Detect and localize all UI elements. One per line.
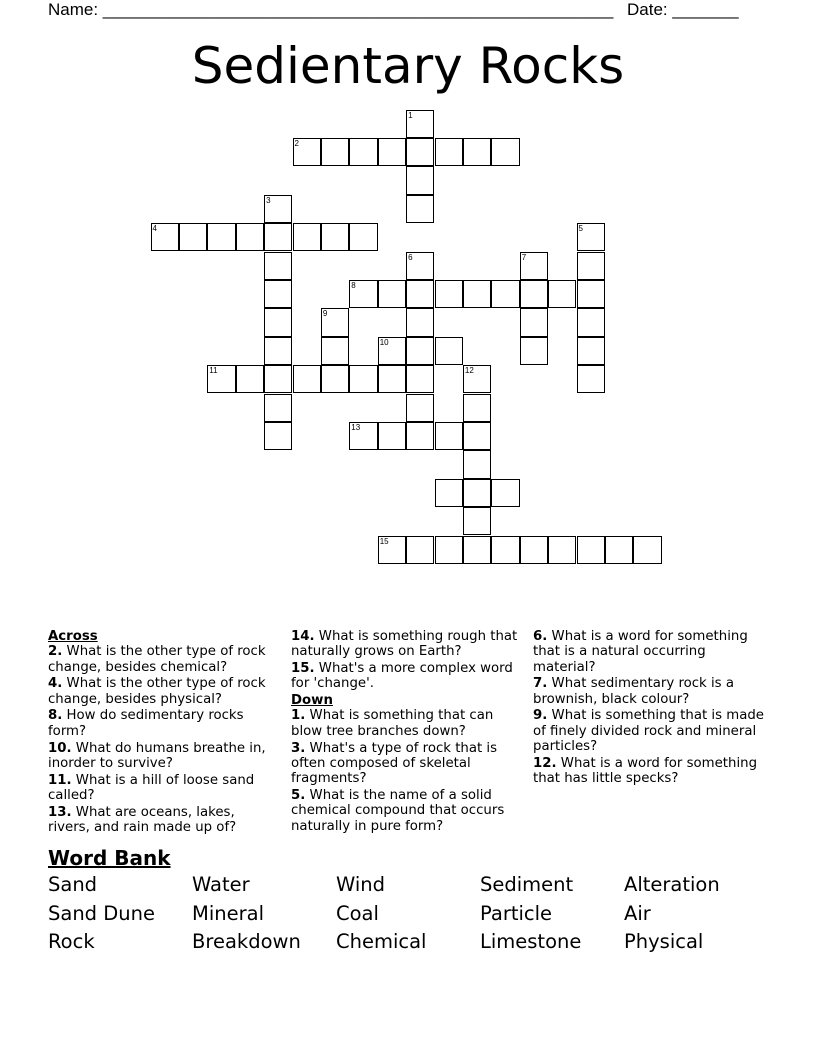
grid-cell[interactable] [605, 536, 633, 564]
grid-cell[interactable] [236, 223, 264, 251]
grid-cell[interactable] [435, 138, 463, 166]
grid-cell[interactable] [293, 223, 321, 251]
grid-cell[interactable] [491, 479, 519, 507]
clue-text: What's a more complex word for 'change'. [291, 661, 513, 692]
clue-text: How do sedimentary rocks form? [48, 708, 244, 739]
clue-number: 2. [48, 644, 63, 660]
clue-down-5 [291, 788, 523, 834]
grid-cell[interactable] [520, 308, 548, 336]
word-bank-item: Sediment [480, 873, 574, 896]
grid-cell[interactable] [406, 252, 434, 280]
grid-cell[interactable] [264, 308, 292, 336]
grid-cell[interactable] [378, 422, 406, 450]
grid-cell[interactable] [406, 138, 434, 166]
clue-number: 8. [48, 708, 63, 724]
clue-number: 1. [291, 708, 306, 724]
clue-across-8 [48, 708, 280, 739]
grid-cell[interactable] [463, 450, 491, 478]
grid-cell[interactable] [577, 223, 605, 251]
grid-cell[interactable] [264, 394, 292, 422]
across-heading: Across [48, 629, 98, 644]
grid-cell[interactable] [577, 280, 605, 308]
grid-cell[interactable] [349, 422, 377, 450]
cell-number: 9 [322, 309, 328, 319]
clues-column-3 [533, 629, 769, 788]
grid-cell[interactable] [321, 223, 349, 251]
clue-number: 10. [48, 740, 72, 756]
cell-number: 11 [209, 366, 218, 376]
word-bank-item: Chemical [336, 930, 427, 953]
clue-text: What's a type of rock that is often composed of skeletal fragments? [291, 740, 498, 787]
word-bank-item: Coal [336, 901, 379, 925]
clue-number: 7. [533, 676, 548, 692]
cell-number: 15 [379, 536, 389, 546]
word-bank-title: Word Bank [48, 846, 171, 870]
clue-across-13 [48, 805, 280, 836]
grid-cell[interactable] [293, 138, 321, 166]
word-bank-item: Alteration [624, 873, 720, 896]
page-title: Sedientary Rocks [191, 37, 625, 95]
grid-cell[interactable] [406, 308, 434, 336]
clues-column-1 [48, 629, 280, 837]
grid-cell[interactable] [406, 365, 434, 393]
grid-cell[interactable] [264, 223, 292, 251]
grid-cell[interactable] [349, 280, 377, 308]
grid-cell[interactable] [207, 223, 235, 251]
grid-cell[interactable] [378, 536, 406, 564]
cell-number: 2 [294, 138, 299, 148]
grid-cell[interactable] [207, 365, 235, 393]
clue-across-14 [291, 629, 523, 660]
grid-cell[interactable] [321, 308, 349, 336]
clue-text: What is something that can blow tree branches down? [291, 708, 494, 739]
grid-cell[interactable] [435, 280, 463, 308]
grid-cell[interactable] [463, 138, 491, 166]
grid-cell[interactable] [151, 223, 179, 251]
clue-down-7 [533, 676, 769, 707]
grid-cell[interactable] [548, 536, 576, 564]
grid-cell[interactable] [293, 365, 321, 393]
clue-number: 12. [533, 755, 557, 771]
word-bank-item: Rock [48, 930, 95, 953]
grid-cell[interactable] [236, 365, 264, 393]
clue-down-12 [533, 756, 769, 787]
grid-cell[interactable] [349, 223, 377, 251]
clue-text: What is the other type of rock change, besides chemical? [48, 644, 266, 675]
clue-across-11 [48, 773, 280, 804]
clue-number: 6. [533, 629, 548, 644]
grid-cell[interactable] [264, 280, 292, 308]
word-bank-item: Limestone [480, 930, 582, 953]
date-line[interactable]: Date: _______ [627, 0, 739, 19]
grid-cell[interactable] [463, 479, 491, 507]
grid-cell[interactable] [406, 394, 434, 422]
grid-cell[interactable] [406, 280, 434, 308]
clue-number: 14. [291, 629, 315, 644]
word-bank-item: Sand [48, 873, 98, 896]
clues-column-2 [291, 629, 523, 835]
clue-number: 13. [48, 804, 72, 820]
cell-number: 10 [379, 337, 389, 347]
cell-number: 7 [521, 252, 527, 262]
grid-cell[interactable] [520, 280, 548, 308]
grid-cell[interactable] [406, 422, 434, 450]
grid-cell[interactable] [463, 507, 491, 535]
name-line[interactable]: Name: ______________________________________________________ [48, 0, 614, 19]
grid-cell[interactable] [548, 280, 576, 308]
cell-number: 13 [351, 422, 361, 432]
grid-cell[interactable] [491, 138, 519, 166]
cell-number: 8 [351, 280, 356, 290]
clue-text: What is something rough that naturally grows on Earth? [291, 629, 518, 660]
grid-cell[interactable] [378, 138, 406, 166]
clue-text: What is a hill of loose sand called? [48, 772, 255, 803]
grid-cell[interactable] [633, 536, 661, 564]
word-bank [48, 874, 788, 954]
word-bank-item: Breakdown [192, 930, 301, 953]
grid-cell[interactable] [463, 536, 491, 564]
clue-text: What is the name of a solid chemical compound that occurs naturally in pure form? [291, 787, 505, 834]
down-heading: Down [291, 693, 333, 709]
word-bank-item: Physical [624, 930, 704, 953]
grid-cell[interactable] [491, 280, 519, 308]
clue-number: 11. [48, 772, 72, 788]
grid-cell[interactable] [435, 479, 463, 507]
cell-number: 5 [578, 224, 583, 234]
grid-cell[interactable] [321, 365, 349, 393]
word-bank-item: Air [624, 901, 651, 925]
grid-cell[interactable] [435, 536, 463, 564]
grid-cell[interactable] [264, 422, 292, 450]
grid-cell[interactable] [520, 252, 548, 280]
grid-cell[interactable] [463, 394, 491, 422]
clue-text: What are oceans, lakes, rivers, and rain made up of? [48, 804, 237, 836]
grid-cell[interactable] [577, 536, 605, 564]
clue-number: 4. [48, 676, 63, 692]
grid-cell[interactable] [349, 138, 377, 166]
clue-text: What is the other type of rock change, besides physical? [48, 676, 266, 707]
clue-down-6 [533, 629, 769, 675]
word-bank-item: Sand Dune [48, 901, 155, 925]
grid-cell[interactable] [321, 138, 349, 166]
clue-down-9 [533, 708, 769, 754]
grid-cell[interactable] [179, 223, 207, 251]
grid-cell[interactable] [406, 337, 434, 365]
clue-across-10 [48, 741, 280, 772]
word-bank-item: Water [192, 873, 250, 896]
clue-text: What do humans breathe in, inorder to survive? [48, 740, 266, 771]
clue-across-2 [48, 644, 280, 675]
grid-cell[interactable] [577, 308, 605, 336]
word-bank-item: Wind [336, 873, 386, 896]
clue-number: 9. [533, 708, 548, 724]
clue-text: What is something that is made of finely divided rock and mineral particles? [533, 708, 764, 755]
grid-cell[interactable] [577, 252, 605, 280]
grid-cell[interactable] [264, 252, 292, 280]
clue-across-4 [48, 676, 280, 707]
grid-cell[interactable] [463, 422, 491, 450]
grid-cell[interactable] [378, 365, 406, 393]
grid-cell[interactable] [349, 365, 377, 393]
clue-text: What is a word for something that is a natural occurring material? [533, 629, 748, 675]
clue-text: What sedimentary rock is a brownish, black colour? [533, 676, 734, 707]
grid-cell[interactable] [577, 365, 605, 393]
cell-number: 12 [464, 366, 474, 376]
grid-cell[interactable] [378, 280, 406, 308]
grid-cell[interactable] [406, 110, 434, 138]
grid-cell[interactable] [406, 195, 434, 223]
grid-cell[interactable] [435, 337, 463, 365]
grid-cell[interactable] [264, 195, 292, 223]
grid-cell[interactable] [406, 536, 434, 564]
grid-cell[interactable] [264, 337, 292, 365]
clue-number: 3. [291, 740, 306, 756]
grid-cell[interactable] [463, 280, 491, 308]
clue-down-1 [291, 708, 523, 739]
word-bank-item: Mineral [192, 901, 264, 925]
word-bank-item: Particle [480, 901, 553, 925]
grid-cell[interactable] [321, 337, 349, 365]
grid-cell[interactable] [463, 365, 491, 393]
clue-number: 15. [291, 661, 315, 677]
grid-cell[interactable] [435, 422, 463, 450]
cell-number: 1 [408, 110, 413, 120]
cell-number: 3 [266, 195, 271, 205]
clue-text: What is a word for something that has little specks? [533, 755, 758, 787]
grid-cell[interactable] [491, 536, 519, 564]
grid-cell[interactable] [520, 536, 548, 564]
clue-across-15 [291, 661, 523, 692]
grid-cell[interactable] [264, 365, 292, 393]
grid-cell[interactable] [577, 337, 605, 365]
grid-cell[interactable] [378, 337, 406, 365]
cell-number: 6 [408, 252, 413, 262]
grid-cell[interactable] [520, 337, 548, 365]
clue-down-3 [291, 741, 523, 787]
grid-cell[interactable] [406, 166, 434, 194]
clue-number: 5. [291, 787, 306, 803]
cell-number: 4 [152, 224, 157, 234]
